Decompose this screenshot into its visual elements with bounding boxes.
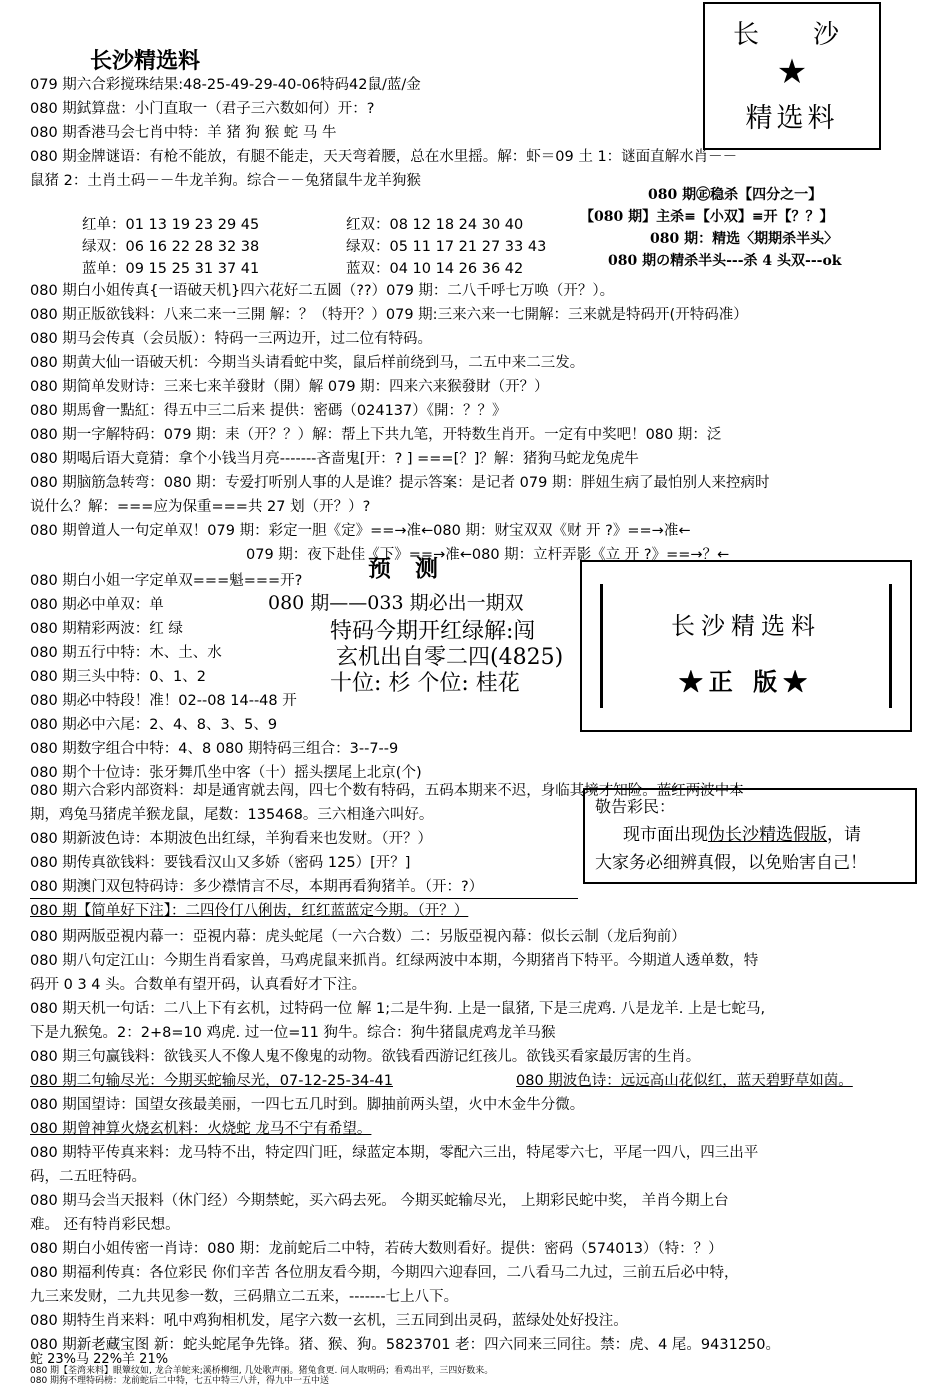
text-line: 080 期新波色诗：本期波色出红绿，羊狗看来也发财。（开？） — [30, 831, 433, 847]
text-line: 080 期波色诗：远远高山花似红，蓝天碧野草如茵。 — [516, 1073, 853, 1089]
text-line: 码，二五旺特码。 — [30, 1169, 146, 1185]
text-line: 079 期六合彩搅珠结果:48-25-49-29-40-06特码42鼠/蓝/金 — [30, 77, 421, 93]
text-line: 期，鸡兔马猪虎羊猴龙鼠，尾数：135468。三六相逢六叫好。 — [30, 807, 434, 823]
notice-line-1 — [623, 820, 861, 845]
logo-subtitle: 精选料 — [745, 103, 839, 134]
logo-char-chang: 长 — [733, 20, 760, 50]
text-line: 080 期白小姐传真{一语破天机}四六花好二五圆（??）079 期：二八千呼七万唤（开？）。 — [30, 283, 615, 299]
text-line: 080 期福利传真：各位彩民 你们辛苦 各位朋友看今期，今期四六迎春回，二八看马二九过，三前五后必中特， — [30, 1265, 739, 1281]
text-line: 080 期三句赢钱料：欲钱买人不像人鬼不像鬼的动物。欲钱看西游记红孩儿。欲钱买看家最厉害的生肖。 — [30, 1049, 701, 1065]
text-line: 码开 0 3 4 头。合数单有望开码，认真看好才下注。 — [30, 977, 367, 993]
text-line: 080 期喝后语大竟猜：拿个小钱当月亮-------吝啬鬼[开：? ] ===[？]？解：猪狗马蛇龙兔虎牛 — [30, 451, 639, 467]
notice-text: 现市面出现 — [623, 825, 708, 845]
text-line: 080 期香港马会七肖中特：羊 猪 狗 猴 蛇 马 牛 — [30, 125, 337, 141]
text-line: 080 期二句输尽光：今期买蛇输尽光，07-12-25-34-41 — [30, 1073, 393, 1089]
text-line: 080 期八句定江山：今期生肖看家兽，马鸡虎鼠来抓肖。红绿两波中本期，今期猪肖下特平。今期道人透单数，特 — [30, 953, 759, 969]
wave-green-double: 绿双：06 16 22 28 32 38 — [82, 239, 260, 255]
text-line: 080 期脑筋急转弯：080 期：专爱打听别人事的人是谁？提示答案：是记者 079 期：胖妞生病了最怕别人来控病时 — [30, 475, 770, 491]
text-line: 080 期简单发财诗：三来七来羊發財（開）解 079 期：四来六来猴發財（开？） — [30, 379, 549, 395]
frame-subtitle: ★正 版★ — [678, 667, 814, 696]
side-note: 【080 期】主杀≡【小双】≡开【？？】 — [580, 209, 834, 225]
divider — [30, 898, 578, 899]
text-line: 九三来发财，二九共见参一数，三码鼎立二五来，-------七上八下。 — [30, 1289, 459, 1305]
text-line: 080 期新老藏宝图 新：蛇头蛇尾争先锋。猪、猴、狗。5823701 老：四六同来三同往。禁：虎、4 尾。9431250。 — [30, 1337, 780, 1353]
side-note: 080 期：精选〈期期杀半头〉 — [650, 231, 839, 247]
predict-heading: 预 测 — [368, 555, 447, 582]
text-line: 080 期白小姐一字定单双===魁===开? — [30, 573, 303, 589]
text-line: 080 期狗不理特码榜：龙前蛇后二中特，七五中特三八并，得九中一五中送 — [30, 1376, 330, 1386]
notice-line-2: 大家务必细辨真假，以免贻害自己！ — [595, 853, 867, 873]
logo-char-sha: 沙 — [813, 20, 840, 50]
text-line: 080 期六合彩内部资料：却是通宵就去闯，四七个数有特码，五码本期来不迟，身临其境才知险。蓝红两波中本 — [30, 783, 744, 799]
text-line: 080 期必中特段！准！02--08 14--48 开 — [30, 693, 297, 709]
text-line: 080 期一字解特码：079 期：耒（开？？）解：帮上下共九笔，开特数生肖开。一定有中奖吧！080 期：泛 — [30, 427, 722, 443]
text-line: 080 期馬會一點紅：得五中三二后来 提供：密碼（024137）《開：？？》 — [30, 403, 507, 419]
text-line: 080 期个十位诗：张牙舞爪坐中客（十）摇头摆尾上北京(个) — [30, 765, 422, 781]
text-line: 080 期澳门双包特码诗：多少襟情言不尽，本期再看狗猪羊。（开：?） — [30, 879, 484, 895]
text-line: 080 期【简单好下注】：二四伶仃八俐齿，红红蓝蓝定今期。（开？） — [30, 903, 469, 919]
genuine-edition-frame — [580, 560, 912, 732]
side-note: 080 期の精杀半头---杀 4 头双---ok — [608, 253, 842, 269]
text-line: 080 期曾道人一句定单双！079 期：彩定一胆《定》==→准←080 期：财宝双双《财 开 ?》==→准← — [30, 523, 691, 539]
notice-box — [583, 788, 917, 884]
frame-title: 长沙精选料 — [671, 612, 821, 640]
wave-red-double: 红双：08 12 18 24 30 40 — [346, 217, 524, 233]
wave-blue-single: 蓝单：09 15 25 31 37 41 — [82, 261, 260, 277]
text-line: 难。 还有特肖彩民想。 — [30, 1217, 180, 1233]
predict-line: 玄机出自零二四(4825) — [336, 645, 564, 670]
text-line: 080 期鉽算盘：小门直取一（君子三六数如何）开：? — [30, 101, 375, 117]
page-title: 长沙精选料 — [90, 48, 201, 74]
text-line: 080 期五行中特：木、土、水 — [30, 645, 222, 661]
text-line: 下是九猴兔。2：2+8=10 鸡虎. 过一位=11 狗牛。综合：狗牛猪鼠虎鸡龙羊马猴 — [30, 1025, 556, 1041]
text-line: 080 期数字组合中特：4、8 080 期特码三组合：3--7--9 — [30, 741, 399, 757]
text-line: 080 期【荃湾来料】眼簟纹如, 龙合羊蛇来;溪桥柳细, 几处歌声丽。猪兔食更. 问人取明码；看鸡出平，三四好数来。 — [30, 1366, 494, 1376]
text-line: 080 期金牌谜语：有枪不能放，有腿不能走，天天弯着腰，总在水里摇。解：虾＝09 土 1：谜面直解水肖－－ — [30, 149, 738, 165]
wave-green-double-2: 绿双：05 11 17 21 27 33 43 — [346, 239, 547, 255]
text-line: 080 期正版欲钱料：八来二来一三開 解：？（特开？）079 期:三来六来一七開解：三来就是特码开(开特码准） — [30, 307, 748, 323]
star-icon: ★ — [776, 52, 808, 92]
text-line: 079 期：夜下赴佳《下》==→准←080 期：立杆弄影《立 开 ?》==→？← — [246, 547, 730, 563]
text-line: 080 期黄大仙一语破天机：今期当头请看蛇中奖，鼠后样前绕到马，二五中来二三发。 — [30, 355, 585, 371]
text-line: 080 期曾神算火烧玄机料：火烧蛇 龙马不宁有希望。 — [30, 1121, 372, 1137]
text-line: 鼠猪 2：土肖土码－－牛龙羊狗。综合－－兔猪鼠牛龙羊狗猴 — [30, 173, 421, 189]
text-line: 080 期天机一句话：二八上下有玄机，过特码一位 解 1;二是牛狗. 上是一鼠猪, 下是三虎鸡. 八是龙羊. 上是七蛇马, — [30, 1001, 766, 1017]
wave-blue-double: 蓝双：04 10 14 26 36 42 — [346, 261, 524, 277]
text-line: 080 期必中单双：单 — [30, 597, 164, 613]
wave-red-single: 红单：01 13 19 23 29 45 — [82, 217, 260, 233]
text-line: 080 期马会传真（会员版）：特码一三两边开，过二位有特码。 — [30, 331, 433, 347]
text-line: 080 期特平传真来料：龙马特不出，特定四门旺，绿蓝定本期，零配六三出，特尾零六七，平尾一四八，四三出平 — [30, 1145, 759, 1161]
notice-heading: 敬告彩民： — [595, 797, 676, 816]
notice-text: ，请 — [827, 825, 861, 845]
text-line: 说什么？解：===应为保重===共 27 划（开？）? — [30, 499, 371, 515]
notice-highlight: 伪长沙精选假版 — [708, 825, 827, 845]
text-line: 080 期三头中特：0、1、2 — [30, 669, 206, 685]
predict-line: 特码今期开红绿解:闯 — [330, 619, 536, 644]
logo-stamp — [703, 2, 881, 150]
text-line: 080 期国望诗：国望女孩最美丽，一四七五几时到。脚抽前两头望，火中木金牛分微。 — [30, 1097, 585, 1113]
text-line: 080 期白小姐传密一肖诗：080 期：龙前蛇后二中特，若砖大数则看好。提供：密码（574013）（特：？） — [30, 1241, 723, 1257]
side-note: 080 期㊣稳杀【四分之一】 — [648, 187, 823, 203]
text-line: 080 期传真欲钱料：要钱看汉山又多娇（密码 125）[开？] — [30, 855, 411, 871]
predict-line: 十位: 杉 个位: 桂花 — [330, 671, 520, 696]
text-line: 080 期两版亞視内幕一：亞視内幕：虎头蛇尾（一六合数）二：另版亞視內幕：似长云制（龙后狗前） — [30, 929, 686, 945]
text-line: 080 期必中六尾：2、4、8、3、5、9 — [30, 717, 278, 733]
text-line: 080 期特生肖来料：吼中鸡狗相机发，尾字六数一玄机，三五同到出灵码，蓝绿处处好投注。 — [30, 1313, 628, 1329]
text-line: 080 期马会当天报料（休门经）今期禁蛇，买六码去死。 今期买蛇输尽光， 上期彩民蛇中奖， 羊肖今期上台 — [30, 1193, 729, 1209]
text-line: 080 期精彩两波：红 绿 — [30, 621, 183, 637]
predict-line: 080 期——033 期必出一期双 — [268, 592, 524, 614]
text-line: 蛇 23%马 22%羊 21% — [30, 1352, 169, 1367]
